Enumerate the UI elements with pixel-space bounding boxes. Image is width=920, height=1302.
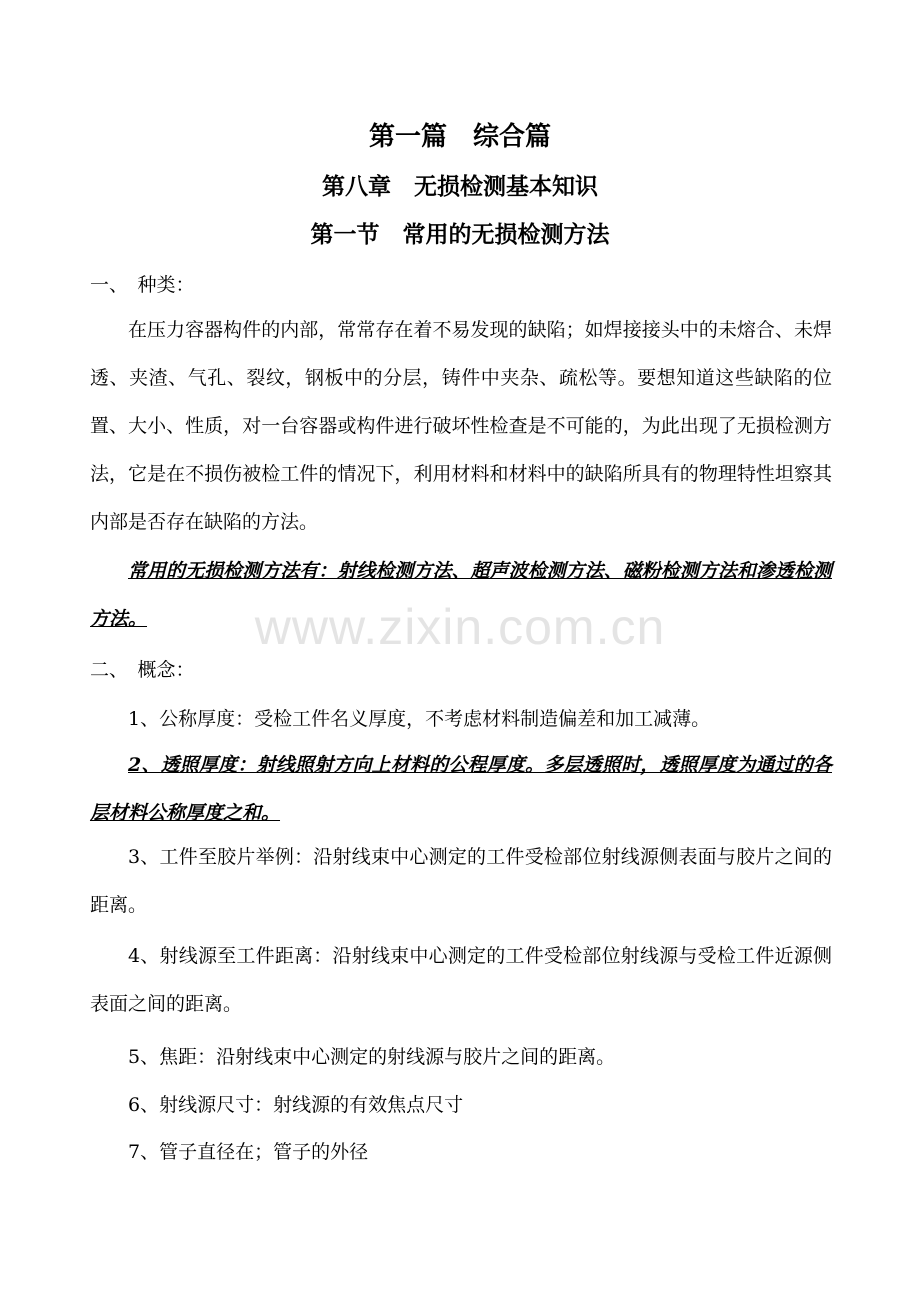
paragraph-common-methods: 常用的无损检测方法有：射线检测方法、超声波检测方法、磁粉检测方法和渗透检测方法。 — [90, 560, 832, 630]
list-item: 3、工件至胶片举例：沿射线束中心测定的工件受检部位射线源侧表面与胶片之间的距离。 — [90, 846, 832, 916]
watermark-text: www.zixin.com.cn — [254, 599, 666, 655]
list-item: 2、透照厚度：射线照射方向上材料的公程厚度。多层透照时，透照厚度为通过的各层材料公称厚度之和。 — [90, 754, 832, 824]
chapter-title: 第八章 无损检测基本知识 — [322, 174, 598, 200]
paragraph-intro: 在压力容器构件的内部，常常存在着不易发现的缺陷；如焊接接头中的未熔合、未焊透、夹渣、气孔、裂纹，钢板中的分层，铸件中夹杂、疏松等。要想知道这些缺陷的位置、大小、性质，对一台容器或构件进行破坏性检查是不可能的，为此出现了无损检测方法，它是在不损伤被检工件的情况下，利用材料和材料中的缺陷所具有的物理特性坦察其内部是否存在缺陷的方法。 — [90, 319, 832, 533]
heading-types: 一、 种类： — [90, 274, 195, 296]
section-title: 第一节 常用的无损检测方法 — [310, 222, 610, 248]
part-title: 第一篇 综合篇 — [368, 122, 551, 152]
heading-concepts: 二、 概念： — [90, 659, 195, 681]
list-item: 6、射线源尺寸：射线源的有效焦点尺寸 — [128, 1094, 464, 1116]
list-item: 1、公称厚度：受检工件名义厚度，不考虑材料制造偏差和加工减薄。 — [128, 708, 711, 730]
list-item: 7、管子直径在；管子的外径 — [128, 1141, 369, 1163]
list-item: 5、焦距：沿射线束中心测定的射线源与胶片之间的距离。 — [128, 1046, 616, 1068]
list-item: 4、射线源至工件距离：沿射线束中心测定的工件受检部位射线源与受检工件近源侧表面之间的距离。 — [90, 945, 832, 1015]
